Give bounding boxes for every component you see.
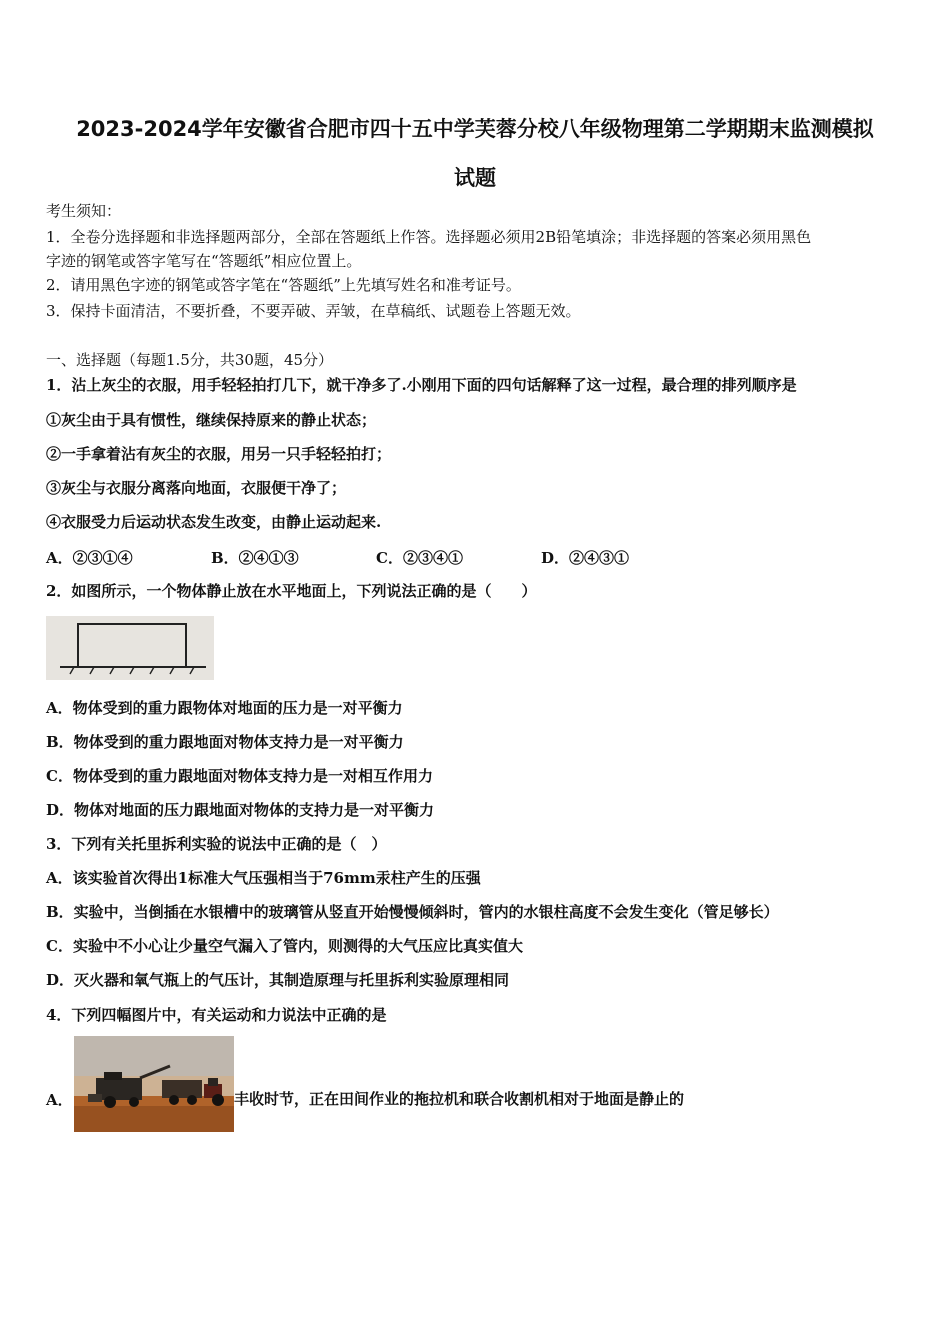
question-4-stem: 4．下列四幅图片中，有关运动和力说法中正确的是: [46, 1006, 387, 1024]
question-1-option-a: A．②③①④: [46, 549, 133, 567]
notice-item: 1．全卷分选择题和非选择题两部分，全部在答题纸上作答。选择题必须用2B铅笔填涂；非选择题的答案必须用黑色: [46, 228, 812, 246]
exam-title-line1: 2023-2024学年安徽省合肥市四十五中学芙蓉分校八年级物理第二学期期末监测模拟: [76, 117, 874, 141]
notice-item: 2．请用黑色字迹的钢笔或答字笔在“答题纸”上先填写姓名和准考证号。: [46, 276, 521, 294]
question-2-stem: 2．如图所示，一个物体静止放在水平地面上，下列说法正确的是（ ）: [46, 582, 537, 600]
question-1-stem: 1．沾上灰尘的衣服，用手轻轻拍打几下，就干净多了.小刚用下面的四句话解释了这一过程，最合理的排列顺序是: [46, 376, 797, 394]
notice-item: 字迹的钢笔或答字笔写在“答题纸”相应位置上。: [46, 252, 362, 270]
notice-heading: 考生须知：: [46, 202, 122, 220]
question-1-statement: ②一手拿着沾有灰尘的衣服，用另一只手轻轻拍打；: [46, 445, 392, 463]
question-3-option-b: B．实验中，当倒插在水银槽中的玻璃管从竖直开始慢慢倾斜时，管内的水银柱高度不会发生变化（管足够长）: [46, 903, 779, 921]
question-1-option-b: B．②④①③: [211, 549, 299, 567]
question-2-option-a: A．物体受到的重力跟物体对地面的压力是一对平衡力: [46, 699, 403, 717]
question-3-stem: 3．下列有关托里拆利实验的说法中正确的是（ ）: [46, 835, 387, 853]
question-2-option-d: D．物体对地面的压力跟地面对物体的支持力是一对平衡力: [46, 801, 435, 819]
harvester-photo: [74, 1036, 234, 1132]
question-2-option-b: B．物体受到的重力跟地面对物体支持力是一对平衡力: [46, 733, 404, 751]
question-4-option-a-label: A．: [46, 1091, 73, 1109]
question-3-option-c: C．实验中不小心让少量空气漏入了管内，则测得的大气压应比真实值大: [46, 937, 523, 955]
question-1-statement: ①灰尘由于具有惯性，继续保持原来的静止状态；: [46, 411, 377, 429]
exam-title-line2: 试题: [454, 166, 496, 190]
question-2-option-c: C．物体受到的重力跟地面对物体支持力是一对相互作用力: [46, 767, 433, 785]
question-3-option-a: A．该实验首次得出1标准大气压强相当于76mm汞柱产生的压强: [46, 869, 481, 887]
question-1-option-d: D．②④③①: [541, 549, 630, 567]
notice-item: 3．保持卡面清洁，不要折叠，不要弄破、弄皱，在草稿纸、试题卷上答题无效。: [46, 302, 581, 320]
question-3-option-d: D．灭火器和氧气瓶上的气压计，其制造原理与托里拆利实验原理相同: [46, 971, 510, 989]
section-heading: 一、选择题（每题1.5分，共30题，45分）: [46, 351, 334, 369]
question-1-statement: ④衣服受力后运动状态发生改变，由静止运动起来.: [46, 513, 382, 531]
question-1-option-c: C．②③④①: [376, 549, 463, 567]
question-4-option-a-text: 丰收时节，正在田间作业的拖拉机和联合收割机相对于地面是静止的: [234, 1090, 685, 1108]
question-1-statement: ③灰尘与衣服分离落向地面，衣服便干净了；: [46, 479, 347, 497]
object-on-ground-figure: [46, 616, 214, 680]
